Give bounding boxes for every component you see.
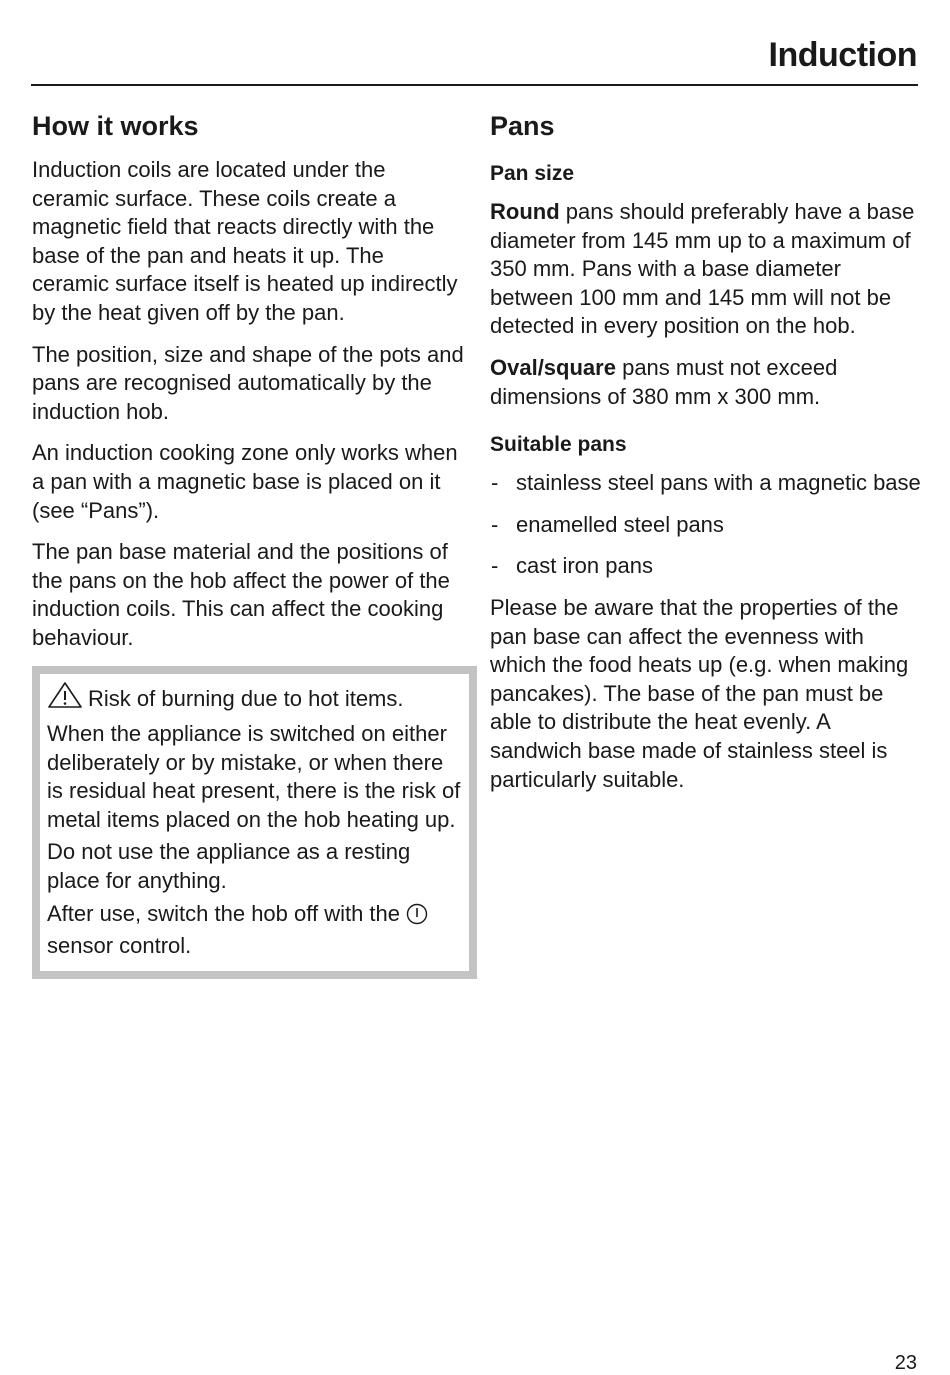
round-text: pans should preferably have a base diameter from 145 mm up to a maximum of 350 mm. Pans with a base diameter between 100 mm and 145 mm will not be detected in every position on the hob. <box>490 199 915 339</box>
how-it-works-heading: How it works <box>32 111 199 141</box>
oval-square-label: Oval/square <box>490 354 616 380</box>
pan-base-note: Please be aware that the properties of the pan base can affect the evenness with which the food heats up (e.g. when making pancakes). The base of the pan must be able to distribute the heat evenly. A sandwich base made of stainless steel is particularly suitable. <box>490 594 909 792</box>
round-pans-paragraph <box>490 198 922 341</box>
list-item-text: enamelled steel pans <box>516 511 724 537</box>
page-number: 23 <box>894 1352 917 1374</box>
header-divider <box>31 84 918 86</box>
list-item <box>490 511 922 540</box>
oval-pans-paragraph <box>490 354 922 411</box>
oval-text: pans must not exceed dimensions of 380 mm x 300 mm. <box>490 354 838 409</box>
warning-text-3 <box>47 900 462 961</box>
power-sensor-icon <box>406 903 428 933</box>
right-column <box>490 108 922 807</box>
pans-heading: Pans <box>490 111 555 141</box>
warning-title: Risk of burning due to hot items. <box>88 685 404 711</box>
warning-text-3-start: After use, switch the hob off with the <box>47 900 401 926</box>
list-item-text: cast iron pans <box>516 553 653 579</box>
warning-text-3-end: sensor control. <box>47 933 192 959</box>
paragraph-1: Induction coils are located under the ceramic surface. These coils create a magnetic field that reacts directly with the base of the pan and heats it up. The ceramic surface itself is heated up indirectly by the heat given off by the pan. <box>32 157 458 325</box>
pan-size-heading: Pan size <box>490 162 575 185</box>
list-dash: - <box>491 553 499 579</box>
warning-text-2: Do not use the appliance as a resting place for anything. <box>47 839 411 894</box>
warning-triangle-icon <box>47 681 83 717</box>
warning-title-line <box>47 681 462 717</box>
paragraph-2: The position, size and shape of the pots and pans are recognised automatically by the induction hob. <box>32 341 464 424</box>
list-dash: - <box>491 470 499 496</box>
left-column <box>32 108 464 979</box>
list-dash: - <box>491 511 499 537</box>
paragraph-4: The pan base material and the positions of the pans on the hob affect the power of the induction coils. This can affect the cooking behaviour. <box>32 539 450 650</box>
list-item <box>490 469 922 498</box>
warning-box <box>32 666 477 979</box>
page-section-title: Induction <box>768 36 917 74</box>
paragraph-3: An induction cooking zone only works when a pan with a magnetic base is placed on it (see “Pans”). <box>32 440 458 523</box>
list-item-text: stainless steel pans with a magnetic base <box>516 470 921 496</box>
suitable-pans-heading: Suitable pans <box>490 433 627 457</box>
list-item <box>490 552 922 581</box>
warning-text-1: When the appliance is switched on either deliberately or by mistake, or when there is residual heat present, there is the risk of metal items placed on the hob heating up. <box>47 721 461 832</box>
round-label: Round <box>490 199 560 224</box>
suitable-pans-list <box>490 469 922 581</box>
